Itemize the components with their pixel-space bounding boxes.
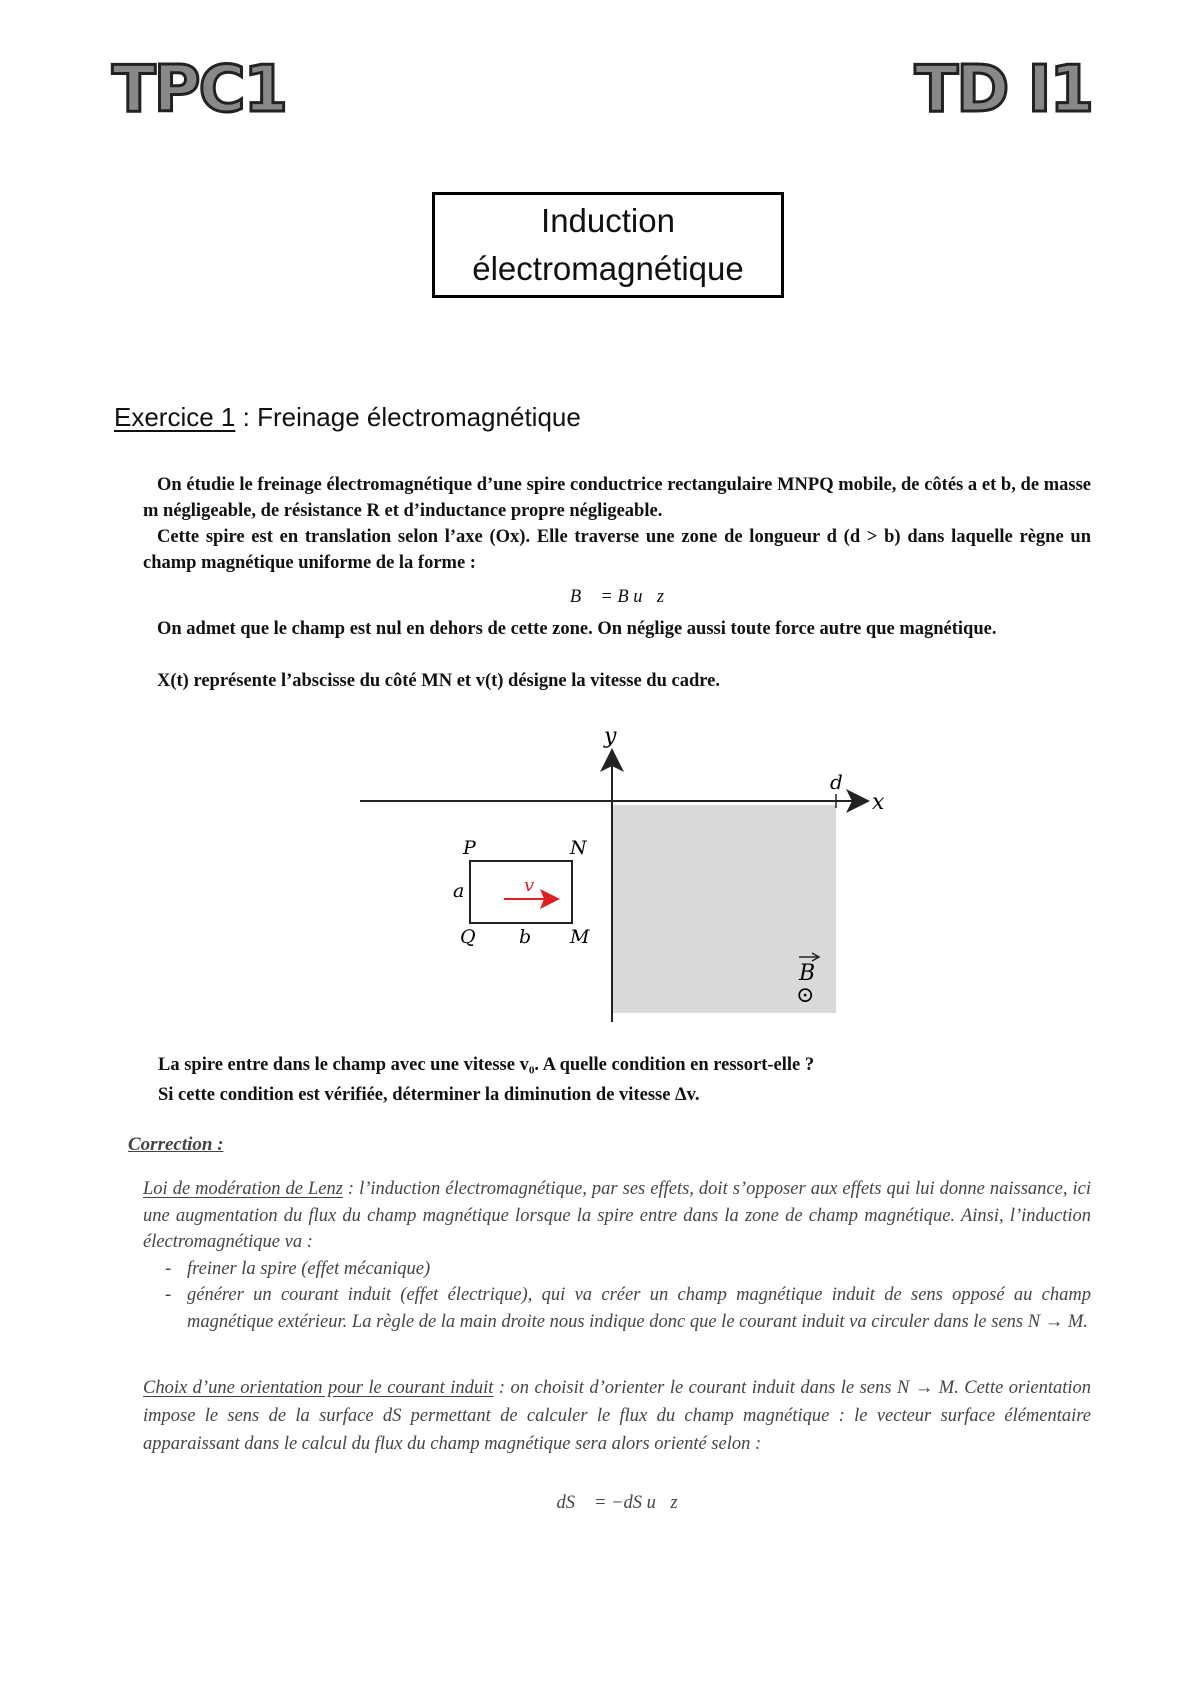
- label-n: N: [570, 837, 587, 859]
- field-out-symbol: ⊙: [796, 983, 815, 1008]
- label-x: x: [872, 790, 885, 815]
- correction-label-suffix: :: [212, 1134, 224, 1155]
- lenz-bullets: [143, 1256, 1091, 1336]
- statement-p4: X(t) représente l’abscisse du côté MN et v(t) désigne la vitesse du cadre.: [157, 671, 720, 691]
- label-v: v: [524, 875, 535, 896]
- equation-b-field: B⃗ = B u⃗z: [569, 587, 665, 607]
- exercise-title: [114, 402, 581, 433]
- list-item: - générer un courant induit (effet électrique), qui va créer un champ magnétique induit de sens opposé au champ magnétique extérieur. La règle de la main droite nous indique donc que le courant induit va circuler dans le sens N → M.: [187, 1282, 1091, 1335]
- lenz-title: Loi de modération de Lenz: [143, 1179, 343, 1199]
- exercise-name: Freinage électromagnétique: [257, 402, 581, 432]
- label-m: M: [570, 926, 590, 948]
- spire-figure: [0, 710, 1200, 1030]
- label-a: a: [453, 880, 465, 902]
- list-item: - freiner la spire (effet mécanique): [187, 1256, 1091, 1283]
- spire-rectangle: [470, 861, 572, 923]
- statement-p3: On admet que le champ est nul en dehors de cette zone. On néglige aussi toute force autre que magnétique.: [157, 619, 997, 639]
- statement-p1: On étudie le freinage électromagnétique d’une spire conductrice rectangulaire MNPQ mobile, de côtés a et b, de masse m négligeable, de résistance R et d’inductance propre négligeable.: [143, 475, 1091, 521]
- correction-label: Correction: [128, 1134, 213, 1155]
- correction-heading: [128, 1134, 224, 1156]
- orientation-text: : on choisit d’orienter le courant induit dans le sens N → M. Cette orientation impose le sens de la surface dS permettant de calculer le flux du champ magnétique : le vecteur surface élémentaire apparaissant dans le calcul du flux du champ magnétique sera alors orienté selon :: [143, 1378, 1091, 1454]
- question-2: Si cette condition est vérifiée, déterminer la diminution de vitesse Δv.: [158, 1085, 700, 1105]
- label-d: d: [830, 770, 843, 794]
- title-box: [432, 192, 784, 298]
- exercise-separator: :: [235, 402, 258, 432]
- statement-p2: Cette spire est en translation selon l’axe (Ox). Elle traverse une zone de longueur d (d > b) dans laquelle règne un champ magnétique uniforme de la forme :: [143, 527, 1091, 573]
- label-y: y: [604, 724, 617, 749]
- exercise-label: Exercice 1: [114, 402, 236, 432]
- lenz-text: : l’induction électromagnétique, par ses effets, doit s’opposer aux effets qui lui donne naissance, ici une augmentation du flux du champ magnétique lorsque la spire entre dans la zone de champ magnétique. Ainsi, l’induction électromagnétique va :: [143, 1179, 1091, 1252]
- title-line-2: électromagnétique: [472, 250, 744, 287]
- header-right: TD I1: [914, 53, 1092, 127]
- label-b-field: B: [799, 961, 816, 986]
- header-left: TPC1: [112, 53, 287, 127]
- label-p: P: [463, 837, 476, 859]
- correction-lenz: [143, 1176, 1091, 1335]
- equation-ds: dS⃗ = −dS u⃗z: [556, 1493, 678, 1513]
- orientation-title: Choix d’une orientation pour le courant induit: [143, 1378, 494, 1398]
- label-b: b: [519, 926, 532, 948]
- question-1: La spire entre dans le champ avec une vitesse v₀. A quelle condition en ressort-elle ?: [158, 1055, 815, 1075]
- correction-orientation: [143, 1374, 1091, 1458]
- label-q: Q: [460, 926, 476, 948]
- title-line-1: Induction: [541, 202, 675, 239]
